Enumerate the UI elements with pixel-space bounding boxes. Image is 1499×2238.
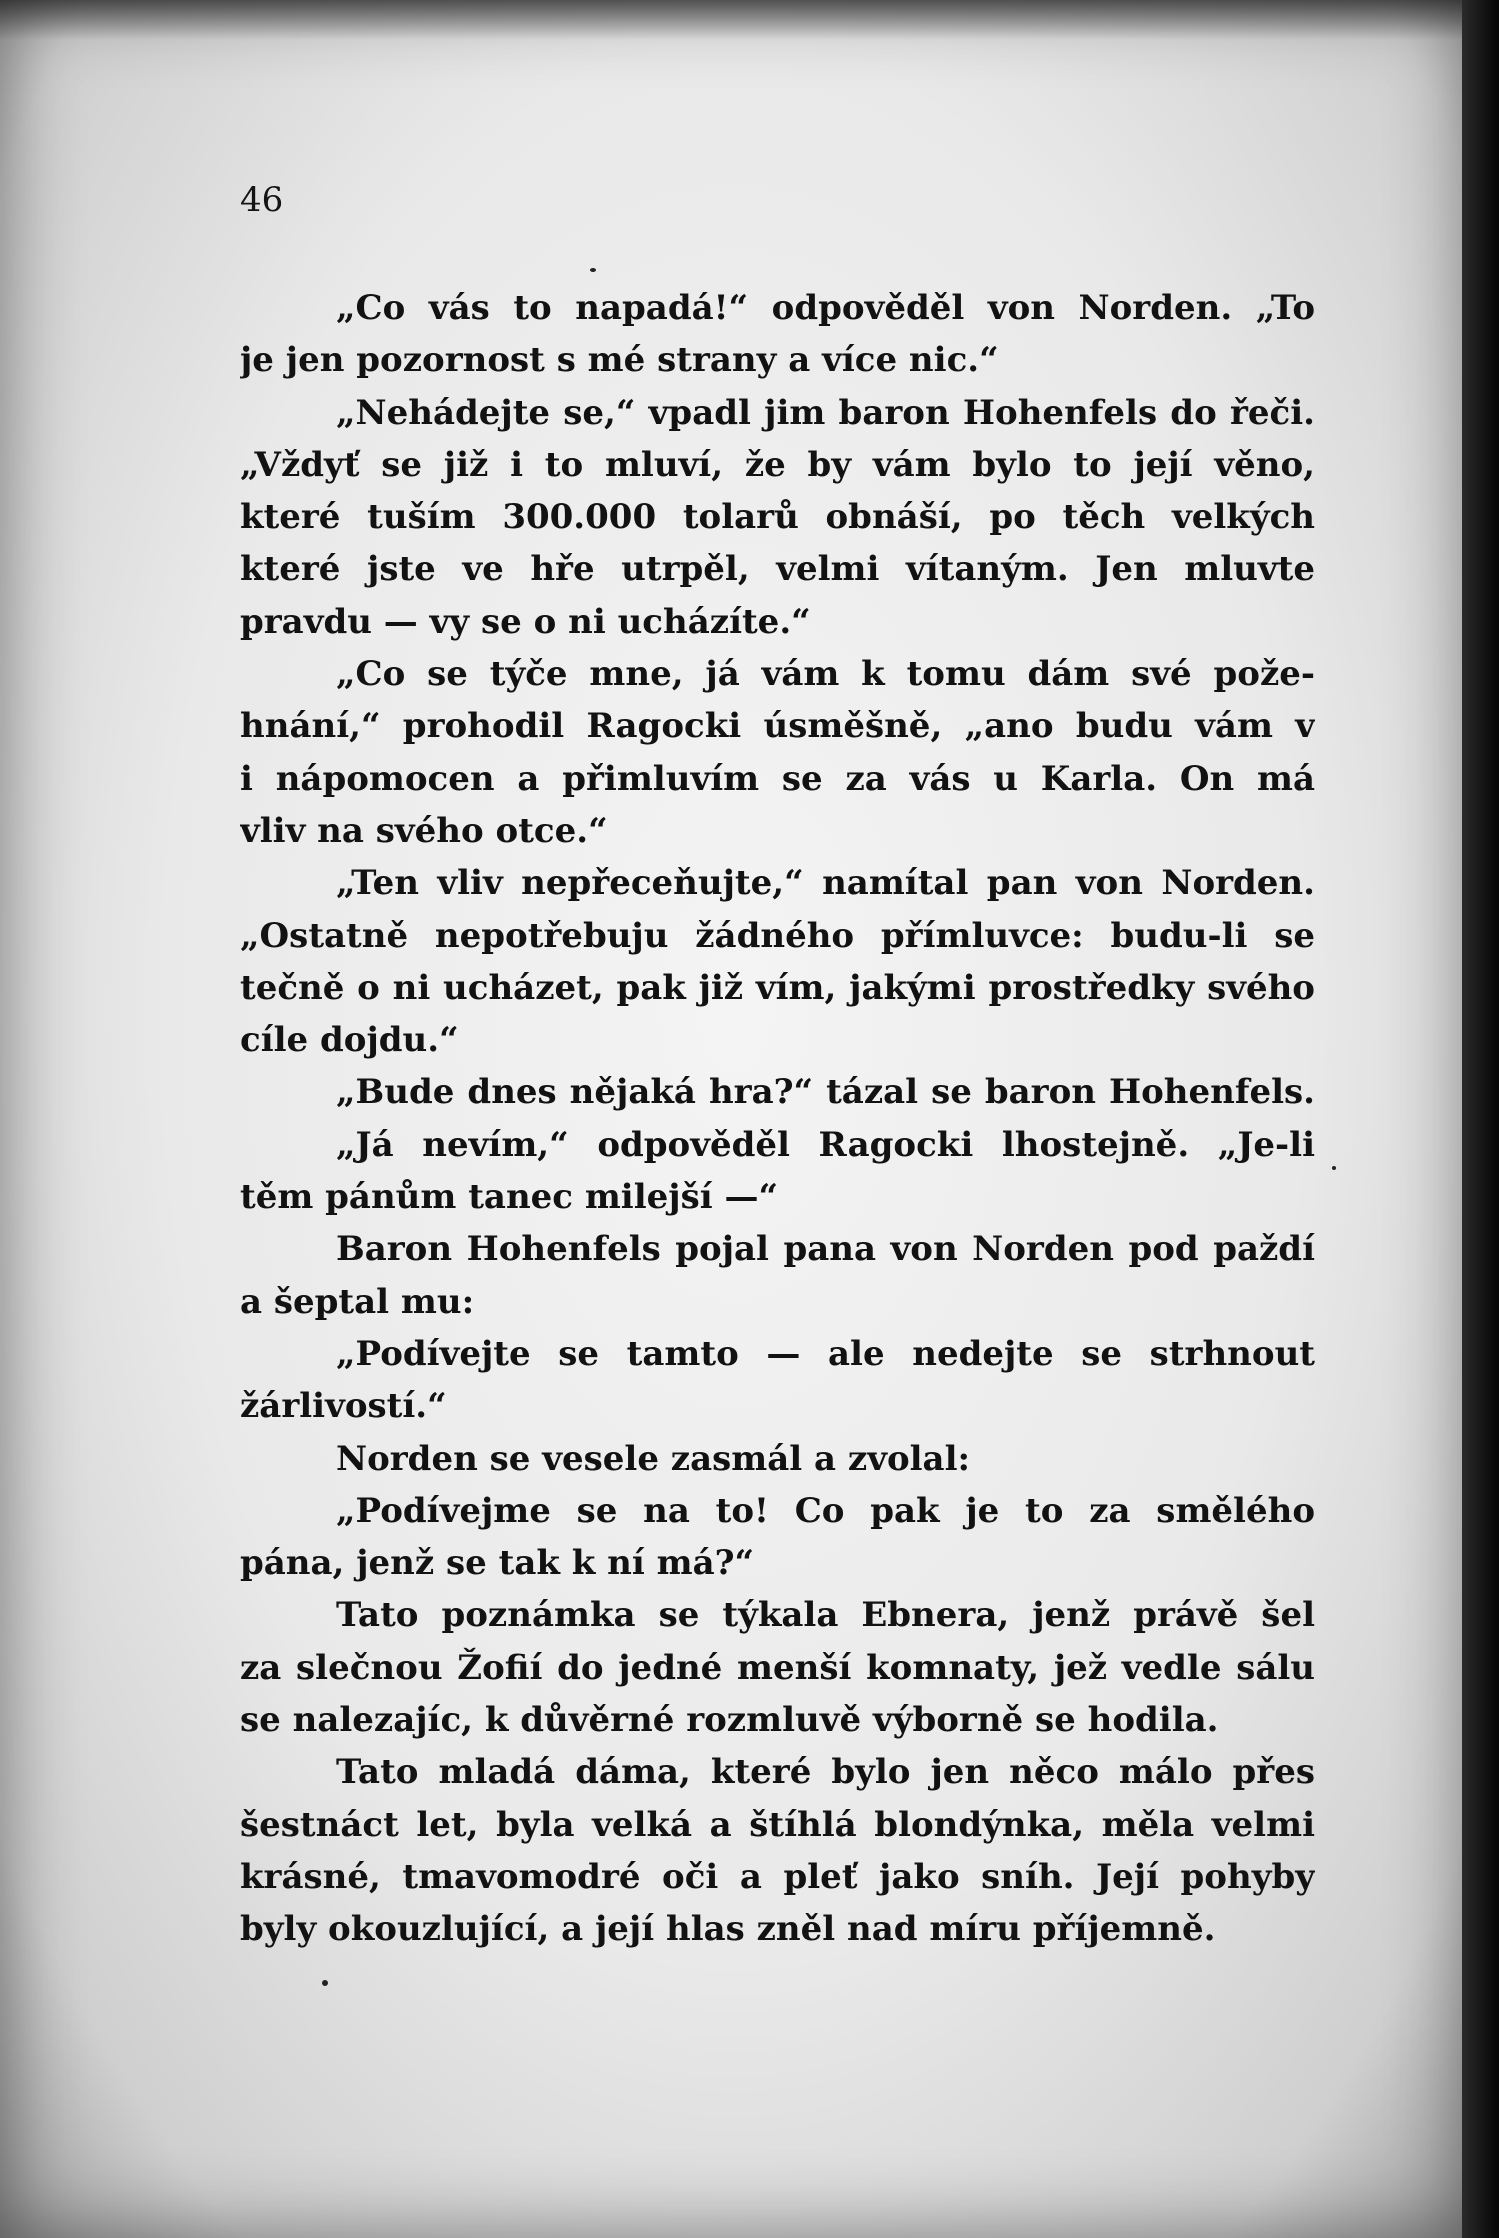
print-speck	[590, 268, 596, 272]
page-number: 46	[240, 180, 284, 220]
text-line: je jen pozornost s mé strany a více nic.“	[240, 340, 999, 381]
text-line: „Ostatně nepotřebuju žádného přímluvce: budu-li se	[240, 915, 1315, 956]
text-line: těm pánům tanec milejší —“	[240, 1177, 779, 1218]
print-speck	[1332, 1166, 1336, 1170]
text-line: Tato poznámka se týkala Ebnera, jenž právě šel	[336, 1595, 1315, 1636]
text-line: Tato mladá dáma, které bylo jen něco málo přes	[336, 1752, 1315, 1793]
text-line: pána, jenž se tak k ní má?“	[240, 1543, 755, 1584]
page-text	[240, 282, 1315, 1956]
text-line: „Co se týče mne, já vám k tomu dám své pože-	[336, 654, 1315, 695]
text-line: cíle dojdu.“	[240, 1020, 459, 1061]
text-line: žárlivostí.“	[240, 1386, 447, 1427]
text-line: „Nehádejte se,“ vpadl jim baron Hohenfels do řeči.	[336, 392, 1315, 433]
text-line: Norden se vesele zasmál a zvolal:	[336, 1438, 971, 1479]
text-line: „Bude dnes nějaká hra?“ tázal se baron Hohenfels.	[336, 1072, 1315, 1113]
text-line: „Já nevím,“ odpověděl Ragocki lhostejně. „Je-li	[336, 1124, 1315, 1165]
text-line: „Podívejte se tamto — ale nedejte se strhnout	[336, 1333, 1315, 1374]
text-line: které tuším 300.000 tolarů obnáší, po těch velkých	[240, 497, 1315, 538]
text-line: byly okouzlující, a její hlas zněl nad míru příjemně.	[240, 1909, 1216, 1950]
text-line: tečně o ni ucházet, pak již vím, jakými prostředky svého	[240, 967, 1315, 1008]
text-line: „Co vás to napadá!“ odpověděl von Norden. „To	[336, 288, 1315, 328]
text-line: a šeptal mu:	[240, 1281, 475, 1322]
text-line: za slečnou Žofií do jedné menší komnaty, jež vedle sálu	[240, 1647, 1315, 1688]
text-line: hnání,“ prohodil Ragocki úsměšně, „ano budu vám v	[240, 706, 1315, 747]
text-line: které jste ve hře utrpěl, velmi vítaným. Jen mluvte	[240, 549, 1315, 590]
text-line: krásné, tmavomodré oči a pleť jako sníh. Její pohyby	[240, 1856, 1315, 1897]
text-line: i nápomocen a přimluvím se za vás u Karla. On má	[240, 758, 1315, 799]
text-line: pravdu — vy se o ni ucházíte.“	[240, 601, 811, 642]
page-top-shadow	[0, 0, 1470, 40]
print-speck	[322, 1980, 328, 1986]
text-line: vliv na svého otce.“	[240, 810, 608, 851]
text-line: šestnáct let, byla velká a štíhlá blondýnka, měla velmi	[240, 1804, 1315, 1845]
text-line: se nalezajíc, k důvěrné rozmluvě výborně se hodila.	[240, 1700, 1219, 1741]
text-line: „Podívejme se na to! Co pak je to za smělého	[336, 1490, 1315, 1531]
text-line: „Ten vliv nepřeceňujte,“ namítal pan von Norden.	[336, 863, 1315, 904]
page-right-edge	[1462, 0, 1499, 2238]
text-line: „Vždyť se již i to mluví, že by vám bylo to její věno,	[240, 444, 1315, 485]
text-line: Baron Hohenfels pojal pana von Norden pod paždí	[336, 1229, 1315, 1270]
